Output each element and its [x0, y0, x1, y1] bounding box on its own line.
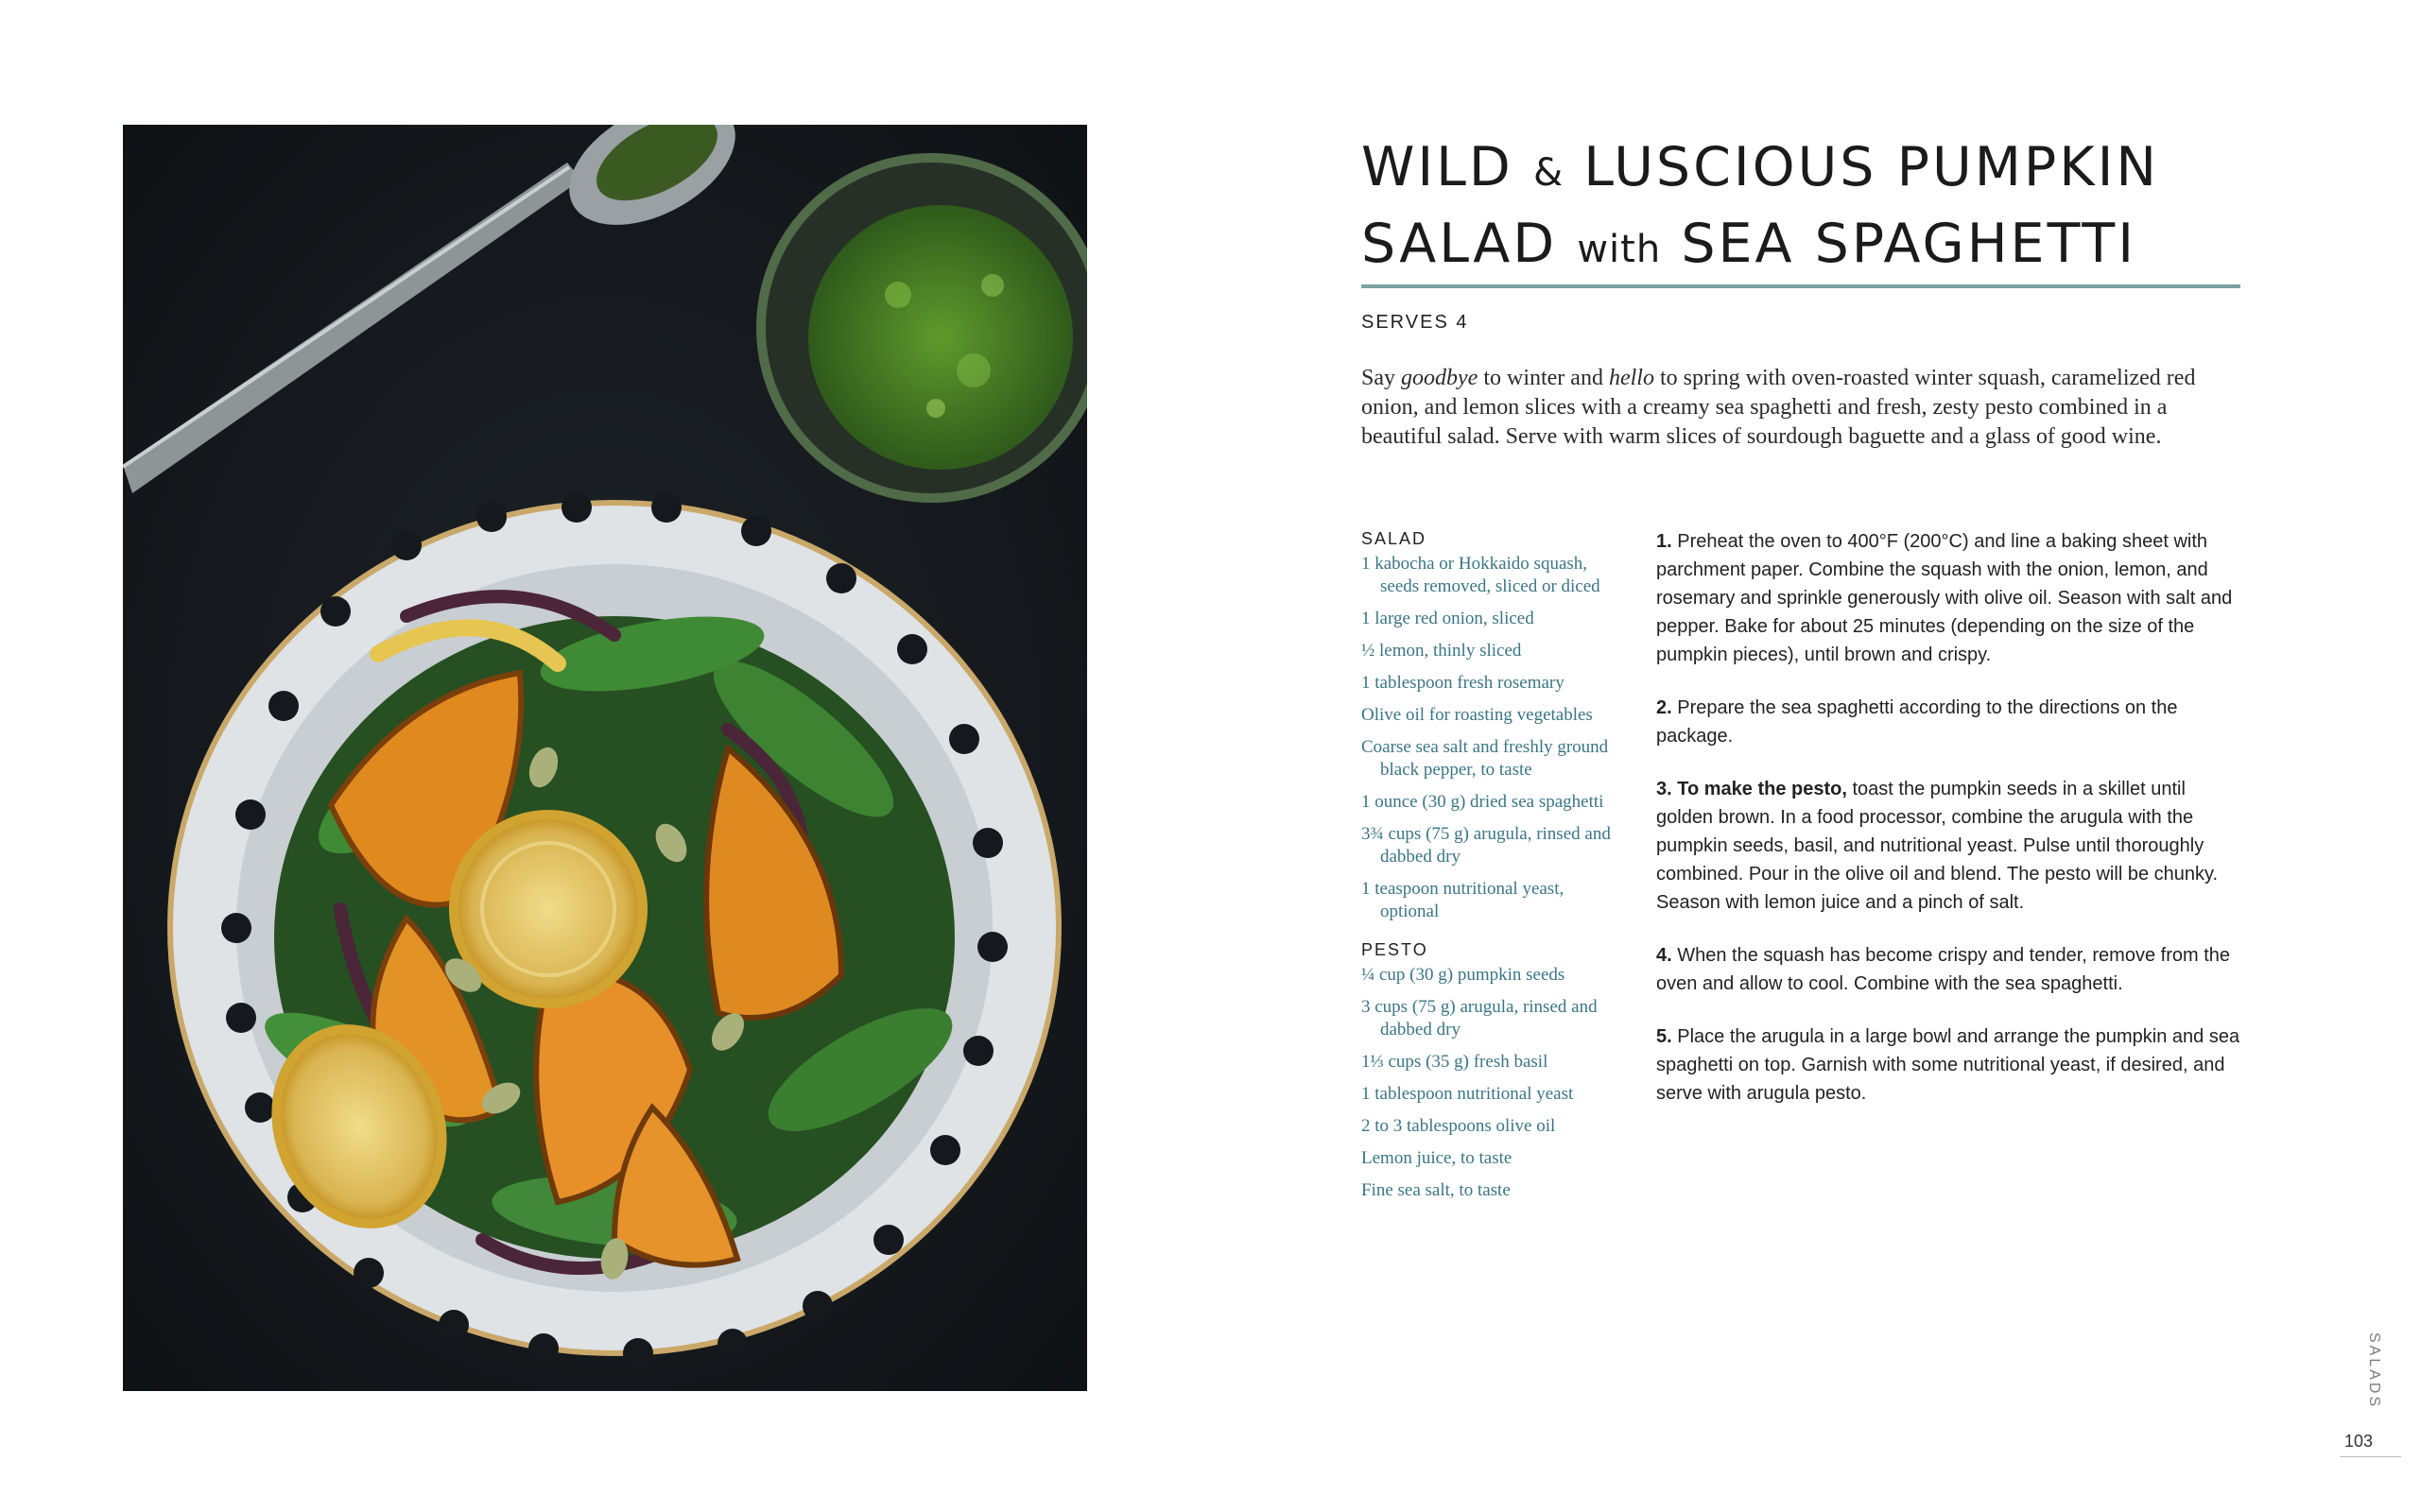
ingredient-item: ½ lemon, thinly sliced	[1361, 641, 1522, 661]
step-number: 4.	[1656, 945, 1672, 966]
ingredient-item: Fine sea salt, to taste	[1361, 1180, 1511, 1200]
step-text: Preheat the oven to 400°F (200°C) and line a baking sheet with parchment paper. Combine the squash with the onion, lemon, and rosemary and sprinkle generously with olive oil. Season with salt and pepper. Bake for about 25 minutes (depending on the size of the pumpkin pieces), until brown and crispy.	[1656, 531, 2233, 665]
step-number: 2.	[1656, 697, 1672, 718]
ingredient-item: Olive oil for roasting vegetables	[1361, 705, 1593, 725]
ingredient-item: Coarse sea salt and freshly ground black pepper, to taste	[1361, 737, 1609, 780]
title-word-wild: WILD	[1361, 136, 1513, 198]
directions-column	[1656, 527, 2242, 1132]
direction-step	[1656, 775, 2242, 917]
ingredient-item: 1 tablespoon nutritional yeast	[1361, 1084, 1574, 1104]
intro-text-2: to winter and	[1478, 366, 1609, 390]
step-text: When the squash has become crispy and tender, remove from the oven and allow to cool. Combine with the sea spaghetti.	[1656, 945, 2230, 994]
direction-step	[1656, 941, 2242, 998]
ingredient-item: 2 to 3 tablespoons olive oil	[1361, 1116, 1556, 1136]
title-divider	[1361, 284, 2240, 288]
serves-label: SERVES 4	[1361, 312, 1469, 333]
ingredient-item: 1 kabocha or Hokkaido squash, seeds removed, sliced or diced	[1361, 554, 1600, 596]
title-word-pumpkin: LUSCIOUS PUMPKIN	[1583, 136, 2160, 198]
step-text: Prepare the sea spaghetti according to the directions on the package.	[1656, 697, 2178, 747]
intro-text-3: to spring with oven-roasted winter squash, caramelized red onion, and lemon slices with a creamy sea spaghetti and fresh, zesty pesto combined in a beautiful salad. Serve with warm slices of sourdough baguette and a glass of good wine.	[1361, 366, 2196, 449]
intro-text-1: Say	[1361, 366, 1401, 390]
step-number: 1.	[1656, 531, 1672, 552]
recipe-photo	[123, 125, 1087, 1391]
step-number: 5.	[1656, 1026, 1672, 1047]
ingredient-item: 3 cups (75 g) arugula, rinsed and dabbed dry	[1361, 997, 1598, 1040]
direction-step	[1656, 1022, 2242, 1108]
salad-ingredient-list	[1361, 553, 1616, 923]
step-text: toast the pumpkin seeds in a skillet until golden brown. In a food processor, combine the arugula with the pumpkin seeds, basil, and nutritional yeast. Pulse until thoroughly combined. Pour in the olive oil and blend. The pesto will be chunky. Season with lemon juice and a pinch of salt.	[1656, 779, 2219, 913]
ingredient-item: 1⅓ cups (35 g) fresh basil	[1361, 1052, 1548, 1072]
title-word-sea-spaghetti: SEA SPAGHETTI	[1681, 213, 2137, 275]
ingredient-item: 1 large red onion, sliced	[1361, 609, 1534, 628]
intro-emphasis-hello: hello	[1608, 366, 1654, 390]
ingredient-item: 1 ounce (30 g) dried sea spaghetti	[1361, 792, 1604, 812]
ingredient-spacer	[1361, 933, 1616, 940]
salad-illustration	[123, 125, 1087, 1391]
ingredient-item: Lemon juice, to taste	[1361, 1148, 1512, 1168]
direction-step	[1656, 694, 2242, 750]
intro-emphasis-goodbye: goodbye	[1401, 366, 1478, 390]
step-lead: To make the pesto,	[1671, 779, 1847, 799]
title-word-with: with	[1577, 228, 1662, 271]
title-line-2	[1361, 209, 2250, 285]
salad-heading: SALAD	[1361, 529, 1427, 548]
recipe-title	[1361, 132, 2250, 285]
recipe-intro	[1361, 364, 2250, 452]
page-number-rule	[2340, 1456, 2401, 1457]
title-line-1	[1361, 132, 2250, 209]
direction-step	[1656, 527, 2242, 669]
title-word-salad: SALAD	[1361, 213, 1558, 275]
ingredient-item: 1 tablespoon fresh rosemary	[1361, 673, 1564, 693]
pesto-jar-graphic	[761, 158, 1087, 498]
ingredient-item: ¼ cup (30 g) pumpkin seeds	[1361, 965, 1565, 985]
ingredients-column	[1361, 529, 1616, 1211]
pesto-ingredient-list	[1361, 964, 1616, 1202]
ingredient-item: 1 teaspoon nutritional yeast, optional	[1361, 879, 1564, 921]
step-number: 3.	[1656, 779, 1672, 799]
pesto-heading: PESTO	[1361, 940, 1428, 959]
section-label: SALADS	[2366, 1332, 2382, 1410]
step-text: Place the arugula in a large bowl and arrange the pumpkin and sea spaghetti on top. Garnish with some nutritional yeast, if desired, and serve with arugula pesto.	[1656, 1026, 2240, 1104]
title-ampersand: &	[1532, 151, 1564, 195]
page-number: 103	[2344, 1432, 2374, 1451]
ingredient-item: 3¾ cups (75 g) arugula, rinsed and dabbed dry	[1361, 824, 1611, 867]
